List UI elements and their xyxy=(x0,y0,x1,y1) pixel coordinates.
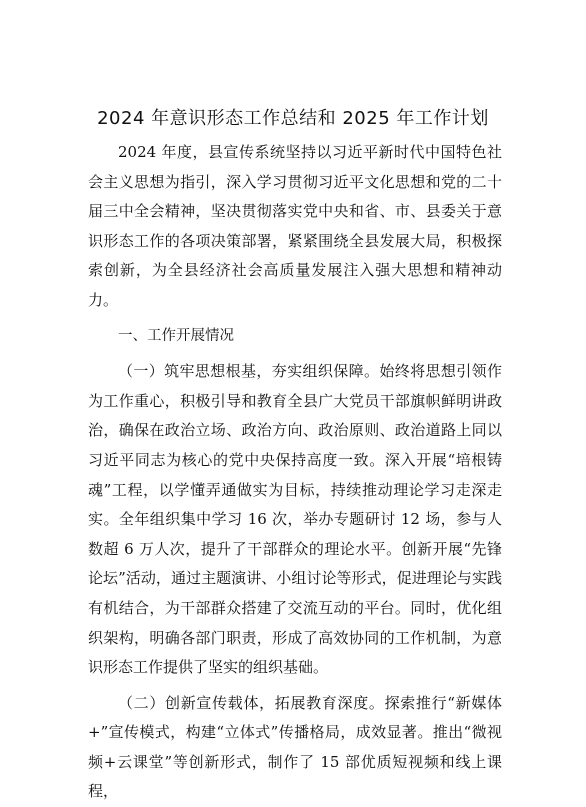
section-heading: 一、工作开展情况 xyxy=(118,327,234,344)
intro-paragraph: 2024 年度，县宣传系统坚持以习近平新时代中国特色社会主义思想为指引，深入学习贯彻习近平文化思想和党的二十届三中全会精神，坚决贯彻落实党中央和省、市、县委关于意识形态工作的各项决策部署，紧紧围绕全县发展大局，积极探索创新，为全县经济社会高质量发展注入强大思想和精神动力。 xyxy=(88,143,502,309)
document-title: 2024 年意识形态工作总结和 2025 年工作计划 xyxy=(97,108,489,129)
subsection-paragraph-1: （一）筑牢思想根基，夯实组织保障。始终将思想引领作为工作重心，积极引导和教育全县广大党员干部旗帜鲜明讲政治，确保在政治立场、政治方向、政治原则、政治道路上同以习近平同志为核心的党中央保持高度一致。深入开展“培根铸魂”工程，以学懂弄通做实为目标，持续推动理论学习走深走实。全年组织集中学习 16 次，举办专题研讨 12 场，参与人数超 6 万人次，提升了干部群众的理论水平。创新开展“先锋论坛”活动，通过主题演讲、小组讨论等形式，促进理论与实践有机结合，为干部群众搭建了交流互动的平台。同时，优化组织架构，明确各部门职责，形成了高效协同的工作机制，为意识形态工作提供了坚实的组织基础。 xyxy=(88,362,502,677)
subsection-paragraph-2: （二）创新宣传载体，拓展教育深度。探索推行“新媒体+”宣传模式，构建“立体式”传播格局，成效显著。推出“微视频+云课堂”等创新形式，制作了 15 部优质短视频和线上课程， xyxy=(88,693,502,801)
document-body xyxy=(88,138,502,807)
